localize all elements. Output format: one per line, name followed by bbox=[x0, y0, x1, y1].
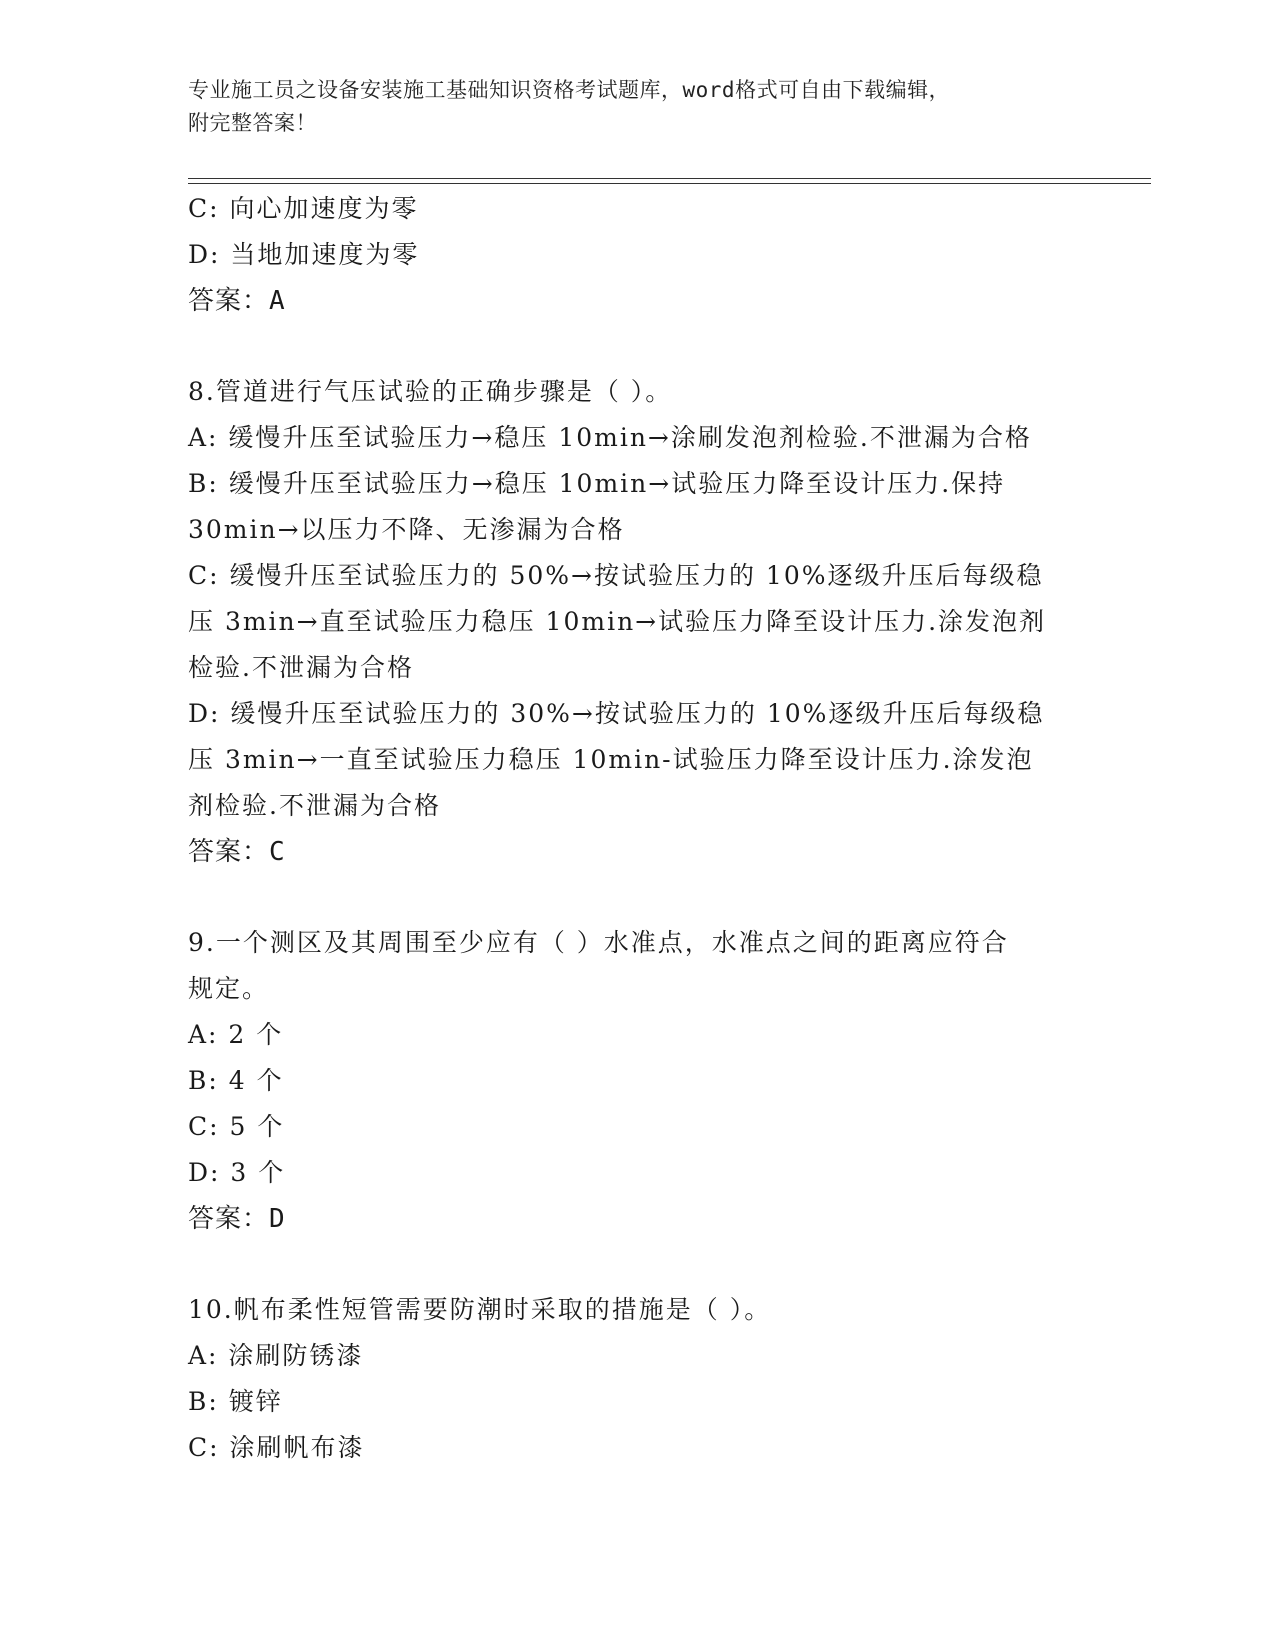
spacer bbox=[188, 875, 1088, 920]
spacer bbox=[188, 1242, 1088, 1287]
option-b-line-2: 30min→以压力不降、无渗漏为合格 bbox=[188, 515, 625, 544]
option-c-line-1: C: 缓慢升压至试验压力的 50%→按试验压力的 10%逐级升压后每级稳 bbox=[188, 561, 1044, 590]
question-content bbox=[188, 186, 1088, 1471]
question-10 bbox=[188, 1287, 1088, 1471]
document-header bbox=[188, 74, 1068, 140]
question-text-line-1: 9.一个测区及其周围至少应有（ ）水准点，水准点之间的距离应符合 bbox=[188, 928, 1009, 957]
option-c: C: 向心加速度为零 bbox=[188, 194, 419, 223]
option-d-line-3: 剂检验.不泄漏为合格 bbox=[188, 791, 441, 820]
option-c: C: 5 个 bbox=[188, 1112, 285, 1141]
question-9 bbox=[188, 920, 1088, 1242]
option-d: D: 3 个 bbox=[188, 1158, 286, 1187]
question-text: 8.管道进行气压试验的正确步骤是（ ）。 bbox=[188, 377, 673, 406]
option-c-line-2: 压 3min→直至试验压力稳压 10min→试验压力降至设计压力.涂发泡剂 bbox=[188, 607, 1047, 636]
answer-label: 答案： bbox=[188, 286, 270, 316]
answer-line bbox=[188, 1196, 1088, 1242]
option-c-line-3: 检验.不泄漏为合格 bbox=[188, 653, 414, 682]
answer-label: 答案： bbox=[188, 1204, 270, 1234]
option-c: C: 涂刷帆布漆 bbox=[188, 1433, 365, 1462]
option-b: B: 镀锌 bbox=[188, 1387, 283, 1416]
option-b: B: 4 个 bbox=[188, 1066, 284, 1095]
option-d-line-1: D: 缓慢升压至试验压力的 30%→按试验压力的 10%逐级升压后每级稳 bbox=[188, 699, 1045, 728]
option-a: A: 涂刷防锈漆 bbox=[188, 1341, 364, 1370]
question-text: 10.帆布柔性短管需要防潮时采取的措施是（ ）。 bbox=[188, 1295, 772, 1324]
answer-line bbox=[188, 278, 1088, 324]
option-d: D: 当地加速度为零 bbox=[188, 240, 420, 269]
question-7 bbox=[188, 186, 1088, 324]
header-line-2: 附完整答案！ bbox=[188, 111, 317, 135]
answer-label: 答案： bbox=[188, 837, 270, 867]
answer-value: D bbox=[269, 1204, 286, 1234]
option-d-line-2: 压 3min→一直至试验压力稳压 10min-试验压力降至设计压力.涂发泡 bbox=[188, 745, 1034, 774]
answer-line bbox=[188, 829, 1088, 875]
header-line-1: 专业施工员之设备安装施工基础知识资格考试题库，word格式可自由下载编辑， bbox=[188, 78, 951, 102]
header-divider-top bbox=[188, 178, 1151, 179]
answer-value: C bbox=[269, 837, 286, 867]
option-a: A: 2 个 bbox=[188, 1020, 284, 1049]
question-text-line-2: 规定。 bbox=[188, 974, 270, 1003]
spacer bbox=[188, 324, 1088, 369]
header-divider-bottom bbox=[188, 183, 1151, 184]
option-a: A: 缓慢升压至试验压力→稳压 10min→涂刷发泡剂检验.不泄漏为合格 bbox=[188, 423, 1032, 452]
answer-value: A bbox=[269, 286, 286, 316]
question-8 bbox=[188, 369, 1088, 875]
option-b-line-1: B: 缓慢升压至试验压力→稳压 10min→试验压力降至设计压力.保持 bbox=[188, 469, 1006, 498]
